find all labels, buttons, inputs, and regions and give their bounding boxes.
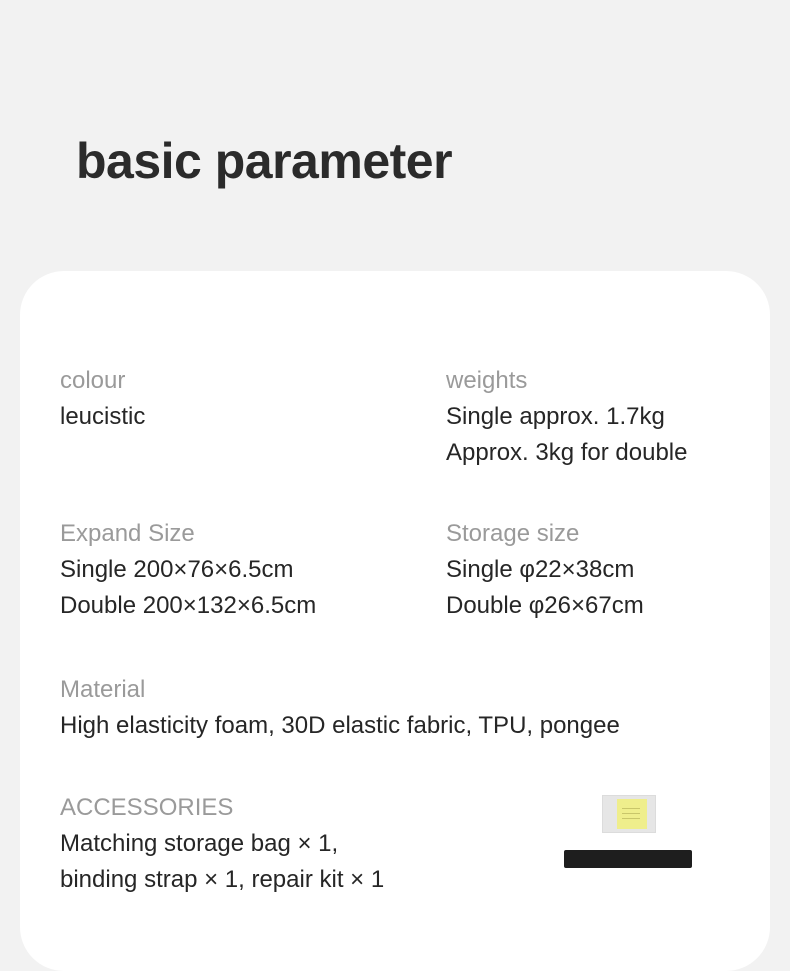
accessories-image: [560, 791, 700, 871]
repair-kit-icon: [602, 795, 656, 833]
spec-accessories: [60, 790, 384, 898]
spec-value: Single approx. 1.7kg: [446, 403, 665, 430]
page-title: basic parameter: [76, 133, 453, 189]
spec-label: Material: [60, 676, 146, 703]
repair-patch: [617, 799, 647, 829]
spec-value: Single 200×76×6.5cm: [60, 556, 294, 583]
spec-material: [60, 672, 620, 744]
spec-value: binding strap × 1, repair kit × 1: [60, 866, 385, 893]
spec-value: High elasticity foam, 30D elastic fabric, TPU, pongee: [60, 712, 620, 739]
binding-strap-icon: [564, 850, 692, 868]
spec-value: leucistic: [60, 403, 146, 430]
spec-expand-size: [60, 516, 316, 624]
spec-label: colour: [60, 367, 126, 394]
spec-value: Matching storage bag × 1,: [60, 830, 339, 857]
spec-weights: [446, 363, 688, 471]
spec-value: Double φ26×67cm: [446, 592, 644, 619]
spec-label: ACCESSORIES: [60, 794, 234, 821]
spec-value: Double 200×132×6.5cm: [60, 592, 317, 619]
spec-card: [20, 271, 770, 971]
spec-value: Single φ22×38cm: [446, 556, 635, 583]
spec-colour: [60, 363, 145, 435]
spec-label: Expand Size: [60, 520, 195, 547]
spec-value: Approx. 3kg for double: [446, 439, 688, 466]
spec-label: Storage size: [446, 520, 580, 547]
spec-label: weights: [446, 367, 528, 394]
spec-storage-size: [446, 516, 644, 624]
